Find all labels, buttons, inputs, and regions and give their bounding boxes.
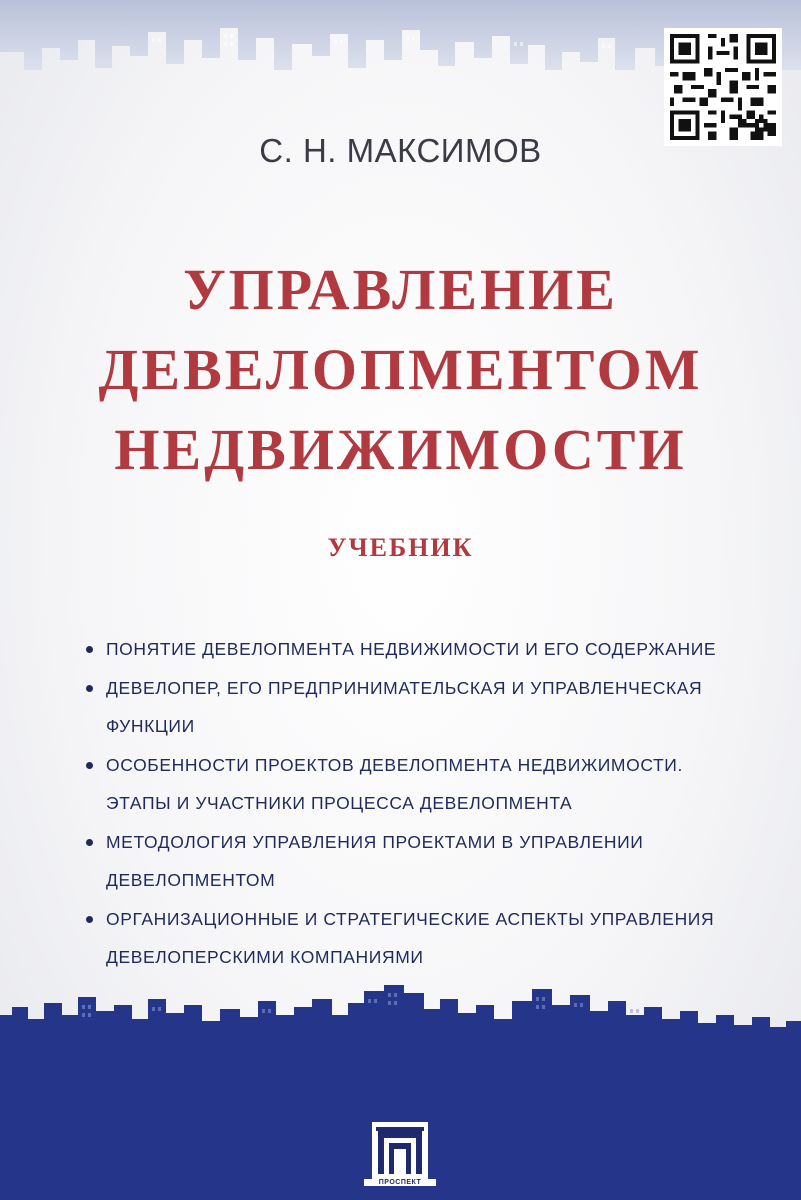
topic-line: ДЕВЕЛОПЕРСКИМИ КОМПАНИЯМИ	[106, 947, 424, 967]
topic-item	[84, 630, 724, 669]
prospekt-logo-icon[interactable]	[372, 1122, 428, 1180]
title-line-3: НЕДВИЖИМОСТИ	[114, 417, 687, 482]
author-name: С. Н. МАКСИМОВ	[259, 132, 542, 169]
qr-code-icon	[670, 34, 776, 140]
topic-item	[84, 823, 724, 900]
qr-code[interactable]	[664, 28, 782, 146]
topic-line: ОСОБЕННОСТИ ПРОЕКТОВ ДЕВЕЛОПМЕНТА НЕДВИЖИМОСТИ.	[106, 754, 683, 775]
topic-item	[84, 746, 724, 823]
book-subtitle: УЧЕБНИК	[327, 533, 474, 562]
publisher-name: ПРОСПЕКТ	[364, 1179, 436, 1186]
topic-line: МЕТОДОЛОГИЯ УПРАВЛЕНИЯ ПРОЕКТАМИ В УПРАВЛЕНИИ	[106, 831, 644, 852]
topic-item	[84, 669, 724, 746]
topic-line: ДЕВЕЛОПЕР, ЕГО ПРЕДПРИНИМАТЕЛЬСКАЯ И УПРАВЛЕНЧЕСКАЯ ФУНКЦИИ	[106, 677, 703, 736]
topic-line: ДЕВЕЛОПМЕНТОМ	[106, 870, 276, 890]
topic-item	[84, 900, 724, 977]
book-title	[0, 250, 801, 490]
title-line-1: УПРАВЛЕНИЕ	[183, 257, 618, 322]
topic-line: ПОНЯТИЕ ДЕВЕЛОПМЕНТА НЕДВИЖИМОСТИ И ЕГО СОДЕРЖАНИЕ	[106, 639, 717, 659]
topic-line: ОРГАНИЗАЦИОННЫЕ И СТРАТЕГИЧЕСКИЕ АСПЕКТЫ УПРАВЛЕНИЯ	[106, 908, 715, 929]
topics-list	[84, 630, 724, 977]
title-line-2: ДЕВЕЛОПМЕНТОМ	[98, 337, 703, 402]
topic-line: ЭТАПЫ И УЧАСТНИКИ ПРОЦЕССА ДЕВЕЛОПМЕНТА	[106, 793, 573, 813]
